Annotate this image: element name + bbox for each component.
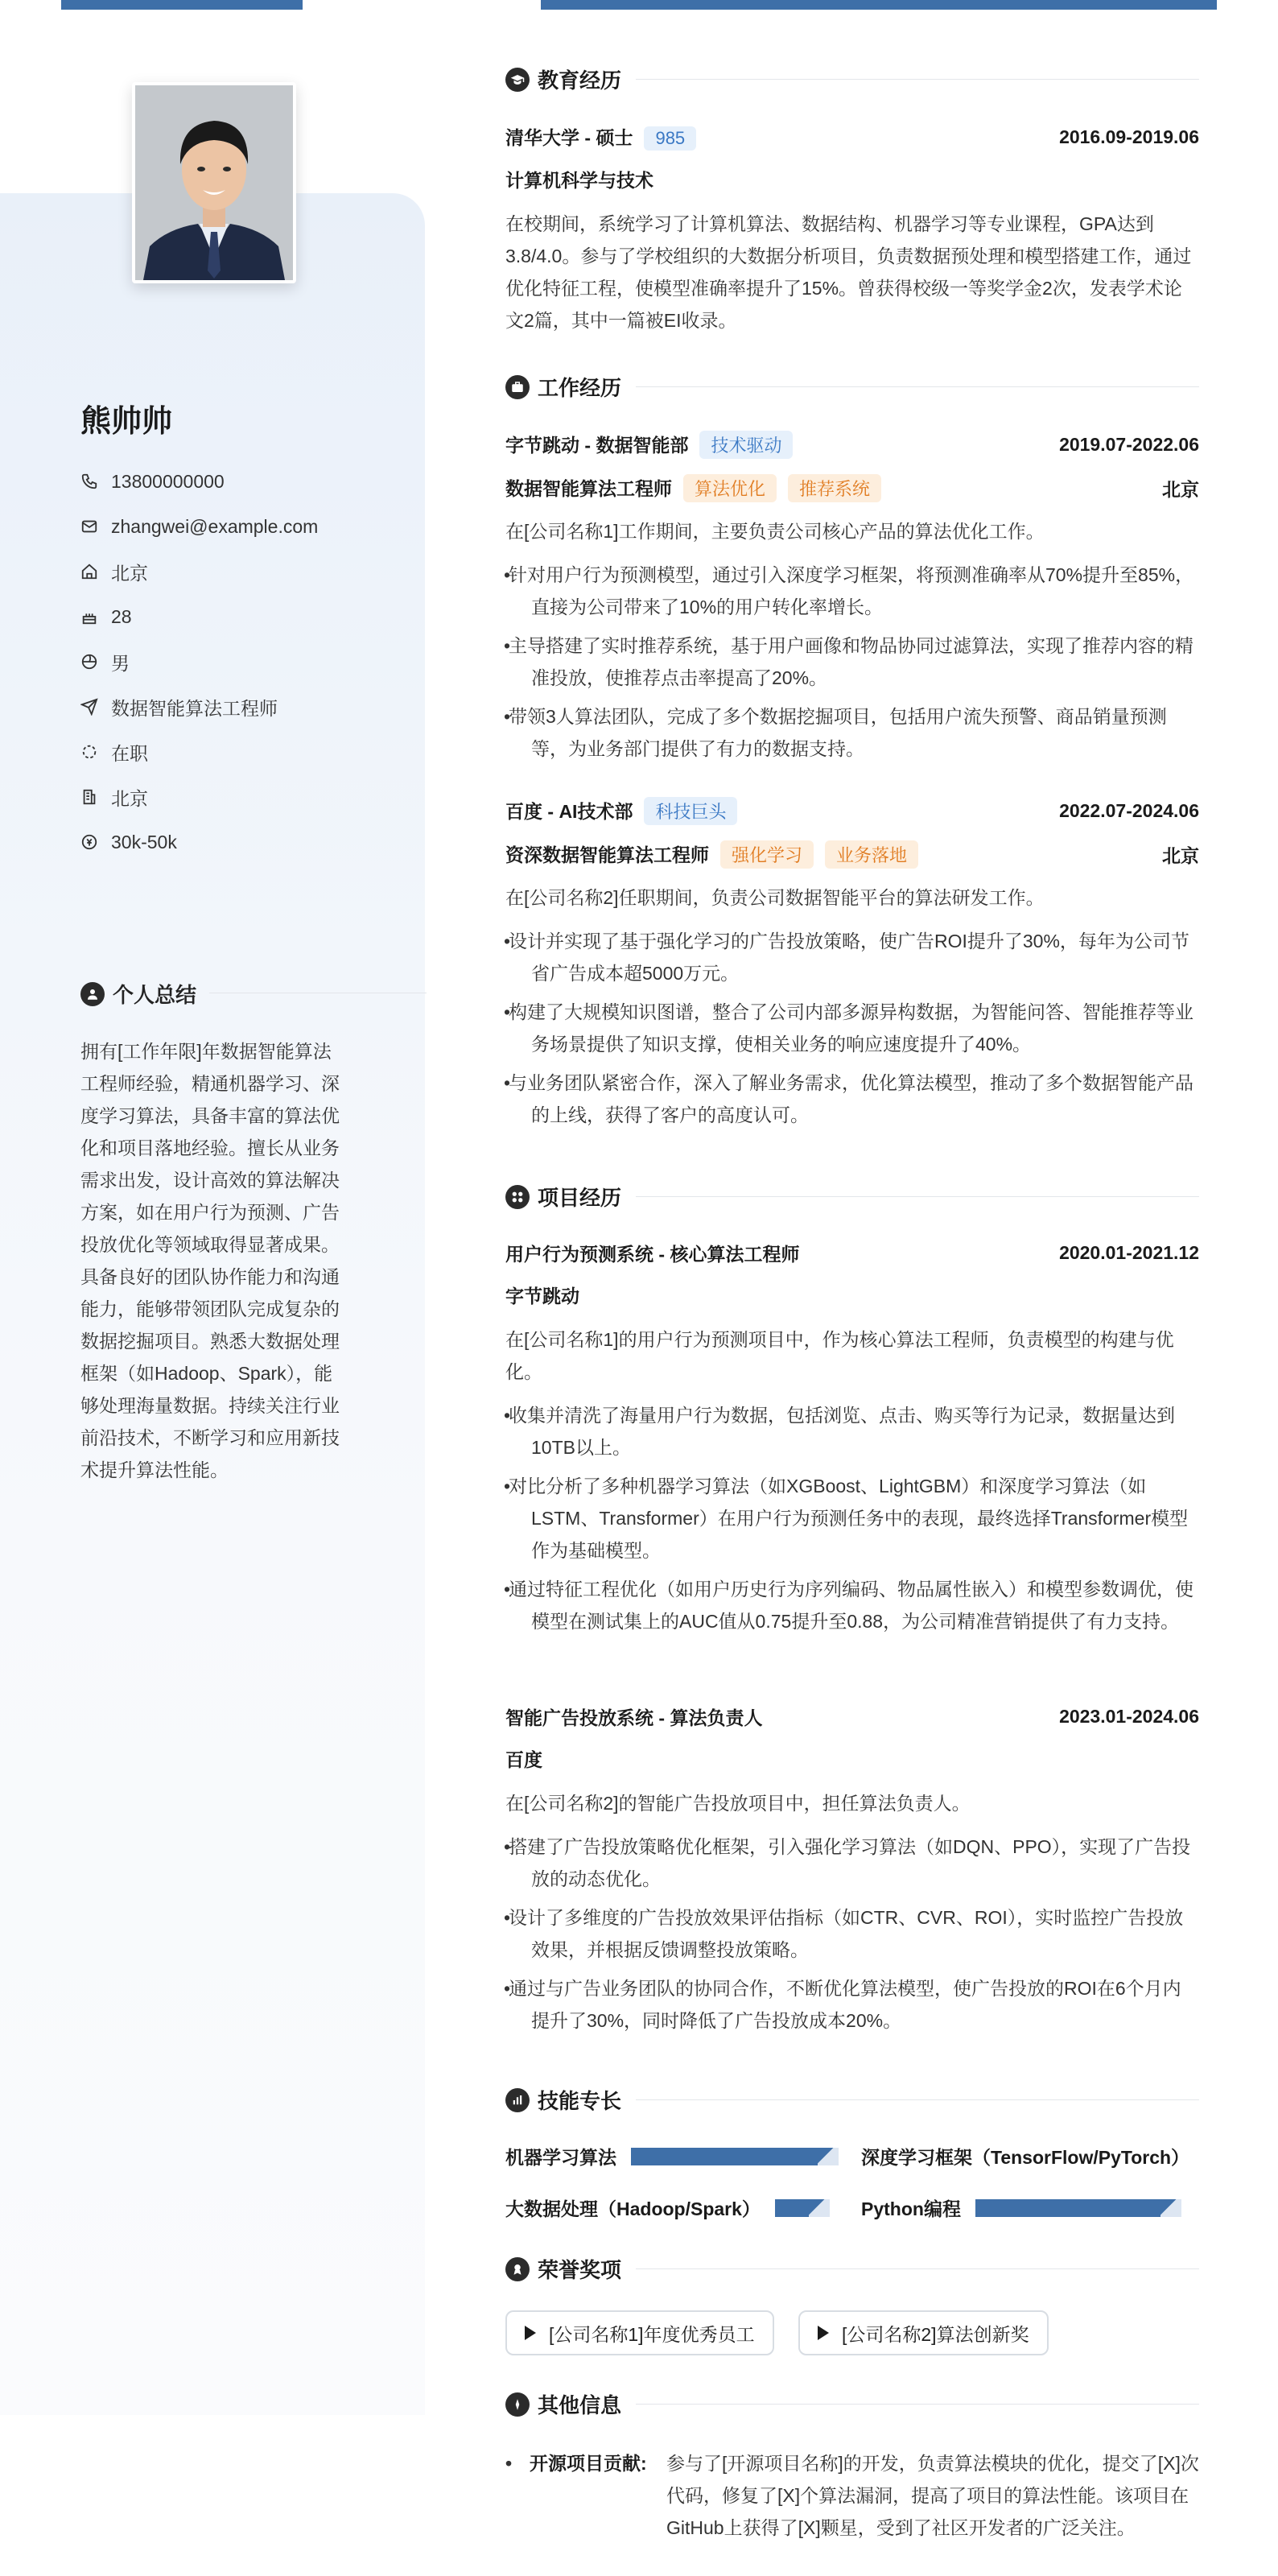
position-text: 数据智能算法工程师 [111,697,278,719]
info-location [80,549,318,594]
other-entry [505,2447,1199,2544]
education-entry [505,121,1199,336]
role-name: 数据智能算法工程师 [505,477,672,499]
list-item [505,1573,1199,1637]
info-gender [80,639,318,684]
other-text: 参与了[开源项目名称]的开发，负责算法模块的优化，提交了[X]次代码，修复了[X]个算法漏洞，提高了项目的算法性能。该项目在GitHub上获得了[X]颗星，受到了社区开发者的广泛关注。 [666,2453,1199,2538]
company-tag: 科技巨头 [644,797,737,825]
project-intro: 在[公司名称1]的用户行为预测项目中，作为核心算法工程师，负责模型的构建与优化。 [505,1329,1174,1382]
role-tag: 推荐系统 [788,474,881,502]
skills-title: 技能专长 [538,2089,622,2113]
skill-name: 大数据处理（Hadoop/Spark） [505,2198,761,2219]
summary-heading [80,979,196,1009]
list-item [505,700,1199,765]
info-city [80,774,318,819]
project-company: 字节跳动 [505,1286,579,1307]
home-icon [80,563,98,580]
project-company: 百度 [505,1749,542,1770]
candidate-name: 熊帅帅 [80,405,173,439]
education-rule [636,79,1199,80]
work-period: 2019.07-2022.06 [1059,433,1199,455]
work-entry-2 [505,795,1199,1131]
skill-name: Python编程 [861,2198,961,2219]
bullet-text: • 通过与广告业务团队的协同合作，不断优化算法模型，使广告投放的ROI在6个月内提升了30%，同时降低了广告投放成本20%。 [509,1978,1181,2031]
gender-text: 男 [111,652,130,674]
graduation-cap-icon [505,68,530,92]
company-name: 百度 - AI技术部 [505,800,633,822]
honors-rule [636,2268,1199,2269]
bullet-text: • 与业务团队紧密合作，深入了解业务需求，优化算法模型，推动了多个数据智能产品的上线，获得了客户的高度认可。 [509,1072,1193,1125]
education-title: 教育经历 [538,68,622,93]
top-accent-bar-left [61,0,303,10]
other-title: 其他信息 [538,2393,622,2417]
info-salary [80,819,318,865]
compass-icon [505,2392,530,2417]
other-rule [636,2404,1199,2405]
summary-text: 拥有[工作年限]年数据智能算法工程师经验，精通机器学习、深度学习算法，具备丰富的算法优化和项目落地经验。擅长从业务需求出发，设计高效的算法解决方案，如在用户行为预测、广告投放优化等领域取得显著成果。具备良好的团队协作能力和沟通能力，能够带领团队完成复杂的数据挖掘项目。熟悉大数据处理框架（如Hadoop、Spark），能够处理海量数据。持续关注行业前沿技术，不断学习和应用新技术提升算法性能。 [80,1041,340,1480]
project-entry-2 [505,1700,1199,2037]
company-tag: 技术驱动 [699,431,793,459]
honors-heading [505,2254,1199,2284]
bullet-text: • 构建了大规模知识图谱，整合了公司内部多源异构数据，为智能问答、智能推荐等业务场景提供了知识支撑，使相关业务的响应速度提升了40%。 [509,1001,1193,1055]
info-email [80,504,318,549]
work-city: 北京 [1162,844,1199,866]
person-icon [80,982,105,1006]
work-title: 工作经历 [538,376,622,400]
bullet-text: • 收集并清洗了海量用户行为数据，包括浏览、点击、购买等行为记录，数据量达到10TB以上。 [509,1405,1175,1458]
top-accent-bar-right [541,0,1217,10]
education-period: 2016.09-2019.06 [1059,126,1199,147]
role-tag: 算法优化 [683,474,777,502]
bullet-text: • 主导搭建了实时推荐系统，基于用户画像和物品协同过滤算法，实现了推荐内容的精准投放，使推荐点击率提高了20%。 [509,635,1193,688]
skill-name: 深度学习框架（TensorFlow/PyTorch） [861,2147,1190,2168]
send-icon [80,698,98,716]
age-icon [80,608,98,625]
project-period: 2023.01-2024.06 [1059,1705,1199,1727]
list-item [505,1067,1199,1131]
phone-icon [80,473,98,490]
list-item [505,925,1199,989]
list-item [505,996,1199,1060]
skill-item [861,2194,1181,2221]
briefcase-icon [505,375,530,399]
chart-icon [505,2088,530,2112]
projects-rule [636,1196,1199,1197]
profile-photo [135,85,293,280]
list-item [505,1972,1199,2037]
other-heading [505,2389,1199,2419]
work-entry-1 [505,428,1199,765]
skill-bar [775,2199,830,2217]
projects-heading [505,1182,1199,1212]
play-icon [818,2326,829,2340]
bullet-dot: • [505,2453,513,2474]
info-position [80,684,318,729]
skills-rule [636,2099,1199,2100]
skill-item [505,2143,839,2169]
bullet-text: • 搭建了广告投放策略优化框架，引入强化学习算法（如DQN、PPO），实现了广告投放的动态优化。 [509,1836,1191,1889]
projects-title: 项目经历 [538,1186,622,1210]
info-status [80,729,318,774]
avatar [132,82,296,283]
project-intro: 在[公司名称2]的智能广告投放项目中，担任算法负责人。 [505,1793,971,1814]
list-item [505,559,1199,623]
role-tag: 强化学习 [720,840,814,869]
contact-info-list [80,459,318,865]
role-tag: 业务落地 [825,840,918,869]
status-icon [80,743,98,761]
salary-text: 30k-50k [111,831,177,852]
work-rule [636,386,1199,387]
work-intro: 在[公司名称2]任职期间，负责公司数据智能平台的算法研发工作。 [505,887,1045,908]
work-period: 2022.07-2024.06 [1059,799,1199,821]
work-intro: 在[公司名称1]工作期间，主要负责公司核心产品的算法优化工作。 [505,521,1045,542]
skill-bar [631,2148,839,2165]
building-icon [80,788,98,806]
school-tag: 985 [644,126,696,151]
major: 计算机科学与技术 [505,170,653,191]
gender-icon [80,653,98,671]
age-text: 28 [111,605,132,627]
work-city: 北京 [1162,478,1199,500]
skill-name: 机器学习算法 [505,2147,616,2168]
award-icon [505,2257,530,2281]
list-item [505,1901,1199,1966]
info-age [80,594,318,639]
bullet-text: • 对比分析了多种机器学习算法（如XGBoost、LightGBM）和深度学习算法（如LSTM、Transformer）在用户行为预测任务中的表现，最终选择Transformer模型作为基础模型。 [509,1476,1189,1561]
education-desc: 在校期间，系统学习了计算机算法、数据结构、机器学习等专业课程，GPA达到3.8/4.0。参与了学校组织的大数据分析项目，负责数据预处理和模型搭建工作，通过优化特征工程，使模型准确率提升了15%。曾获得校级一等奖学金2次，发表学术论文2篇，其中一篇被EI收录。 [505,213,1192,331]
grid-icon [505,1185,530,1209]
bullet-text: • 设计并实现了基于强化学习的广告投放策略，使广告ROI提升了30%，每年为公司节省广告成本超5000万元。 [509,931,1189,984]
salary-icon [80,833,98,851]
project-name: 用户行为预测系统 - 核心算法工程师 [505,1243,800,1265]
phone-text: 13800000000 [111,470,225,492]
honors-title: 荣誉奖项 [538,2258,622,2282]
list-item [505,1399,1199,1463]
skill-item [505,2194,830,2221]
list-item [505,1831,1199,1895]
skills-heading [505,2085,1199,2115]
project-name: 智能广告投放系统 - 算法负责人 [505,1707,763,1728]
bullet-text: • 针对用户行为预测模型，通过引入深度学习框架，将预测准确率从70%提升至85%，直接为公司带来了10%的用户转化率增长。 [509,564,1194,617]
role-name: 资深数据智能算法工程师 [505,844,709,865]
skill-bar [975,2199,1181,2217]
bullet-text: • 带领3人算法团队，完成了多个数据挖掘项目，包括用户流失预警、商品销量预测等，为业务部门提供了有力的数据支持。 [509,706,1167,759]
honor-text: [公司名称1]年度优秀员工 [549,2323,755,2345]
location-text: 北京 [111,562,148,584]
project-period: 2020.01-2021.12 [1059,1241,1199,1263]
mail-icon [80,518,98,535]
list-item [505,1470,1199,1567]
school-name: 清华大学 - 硕士 [505,127,633,148]
city-text: 北京 [111,787,148,809]
bullet-text: • 设计了多维度的广告投放效果评估指标（如CTR、CVR、ROI），实时监控广告投放效果，并根据反馈调整投放策略。 [509,1907,1184,1960]
other-label: 开源项目贡献: [530,2453,647,2474]
honor-item [798,2310,1049,2355]
info-phone [80,459,318,504]
project-entry-1 [505,1236,1199,1637]
bullet-text: • 通过特征工程优化（如用户历史行为序列编码、物品属性嵌入）和模型参数调优，使模型在测试集上的AUC值从0.75提升至0.88，为公司精准营销提供了有力支持。 [509,1579,1193,1632]
list-item [505,630,1199,694]
email-text: zhangwei@example.com [111,515,319,537]
honor-item [505,2310,774,2355]
skill-item [861,2143,1189,2169]
education-heading [505,64,1199,94]
company-name: 字节跳动 - 数据智能部 [505,434,689,456]
work-heading [505,372,1199,402]
play-icon [525,2326,536,2340]
status-text: 在职 [111,742,148,764]
honor-text: [公司名称2]算法创新奖 [842,2323,1029,2345]
summary-title: 个人总结 [113,983,197,1007]
